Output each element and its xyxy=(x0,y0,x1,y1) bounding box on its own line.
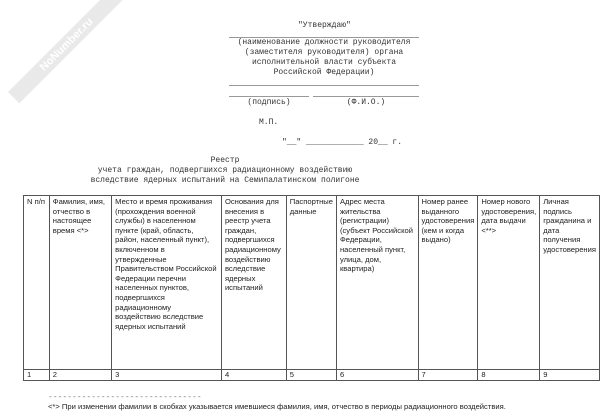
date-line: "__" ____________ 20__ г. xyxy=(282,138,403,147)
approval-title: "Утверждаю" xyxy=(298,21,351,30)
header-cell-residence: Место и время проживания (прохождения военной службы) в населенном пункте (край, область, район, населенный пункт), включенном в утвержденные Правительством Российской Федерации перечни населенных пунктов, подвергшихся радиационному воздействию вследствие ядерных испытаний xyxy=(112,196,222,370)
number-cell: 3 xyxy=(112,370,222,381)
watermark: NoNumber.ru xyxy=(8,0,125,103)
header-cell-old-certificate: Номер ранее выданного удостоверения (кем и когда выдано) xyxy=(418,196,478,370)
table-header-row xyxy=(24,196,600,370)
number-cell: 5 xyxy=(286,370,336,381)
register-subtitle-1: учета граждан, подвергшихся радиационному воздействию xyxy=(97,166,353,175)
footnote-text: <*> При изменении фамилии в скобках указывается имевшиеся фамилия, имя, отчество в периоды радиационного воздействия. xyxy=(48,402,506,411)
number-cell: 8 xyxy=(478,370,540,381)
position-caption-2: (заместителя руководителя) органа xyxy=(244,48,404,57)
signature-line xyxy=(229,96,309,97)
register-table xyxy=(23,195,600,381)
register-subtitle-2: вследствие ядерных испытаний на Семипалатинском полигоне xyxy=(90,176,360,185)
table-number-row xyxy=(24,370,600,381)
header-cell-new-certificate: Номер нового удостоверения, дата выдачи <**> xyxy=(478,196,540,370)
number-cell: 1 xyxy=(24,370,50,381)
header-cell-passport: Паспортные данные xyxy=(286,196,336,370)
position-line-2 xyxy=(229,85,419,86)
stamp-label: М.П. xyxy=(259,118,279,127)
name-line xyxy=(313,96,419,97)
number-cell: 4 xyxy=(221,370,286,381)
number-cell: 7 xyxy=(418,370,478,381)
position-caption-4: Российской Федерации) xyxy=(273,68,375,77)
number-cell: 6 xyxy=(336,370,418,381)
number-cell: 2 xyxy=(49,370,111,381)
header-cell-full-name: Фамилия, имя, отчество в настоящее время <*> xyxy=(49,196,111,370)
footnote-separator: -------------------------------- xyxy=(48,393,202,402)
header-cell-number: N п/п xyxy=(24,196,50,370)
register-title: Реестр xyxy=(210,156,240,165)
header-cell-grounds: Основания для внесения в реестр учета граждан, подвергшихся радиационному воздействию вследствие ядерных испытаний xyxy=(221,196,286,370)
position-caption-1: (наименование должности руководителя xyxy=(237,38,411,47)
number-cell: 9 xyxy=(540,370,600,381)
signature-caption: (подпись) xyxy=(247,98,291,107)
name-caption: (Ф.И.О.) xyxy=(346,98,386,107)
header-cell-signature: Личная подпись гражданина и дата получения удостоверения xyxy=(540,196,600,370)
position-caption-3: исполнительной власти субъекта xyxy=(251,58,397,67)
header-cell-address: Адрес места жительства (регистрации) (субъект Российской Федерации, населенный пункт, улица, дом, квартира) xyxy=(336,196,418,370)
